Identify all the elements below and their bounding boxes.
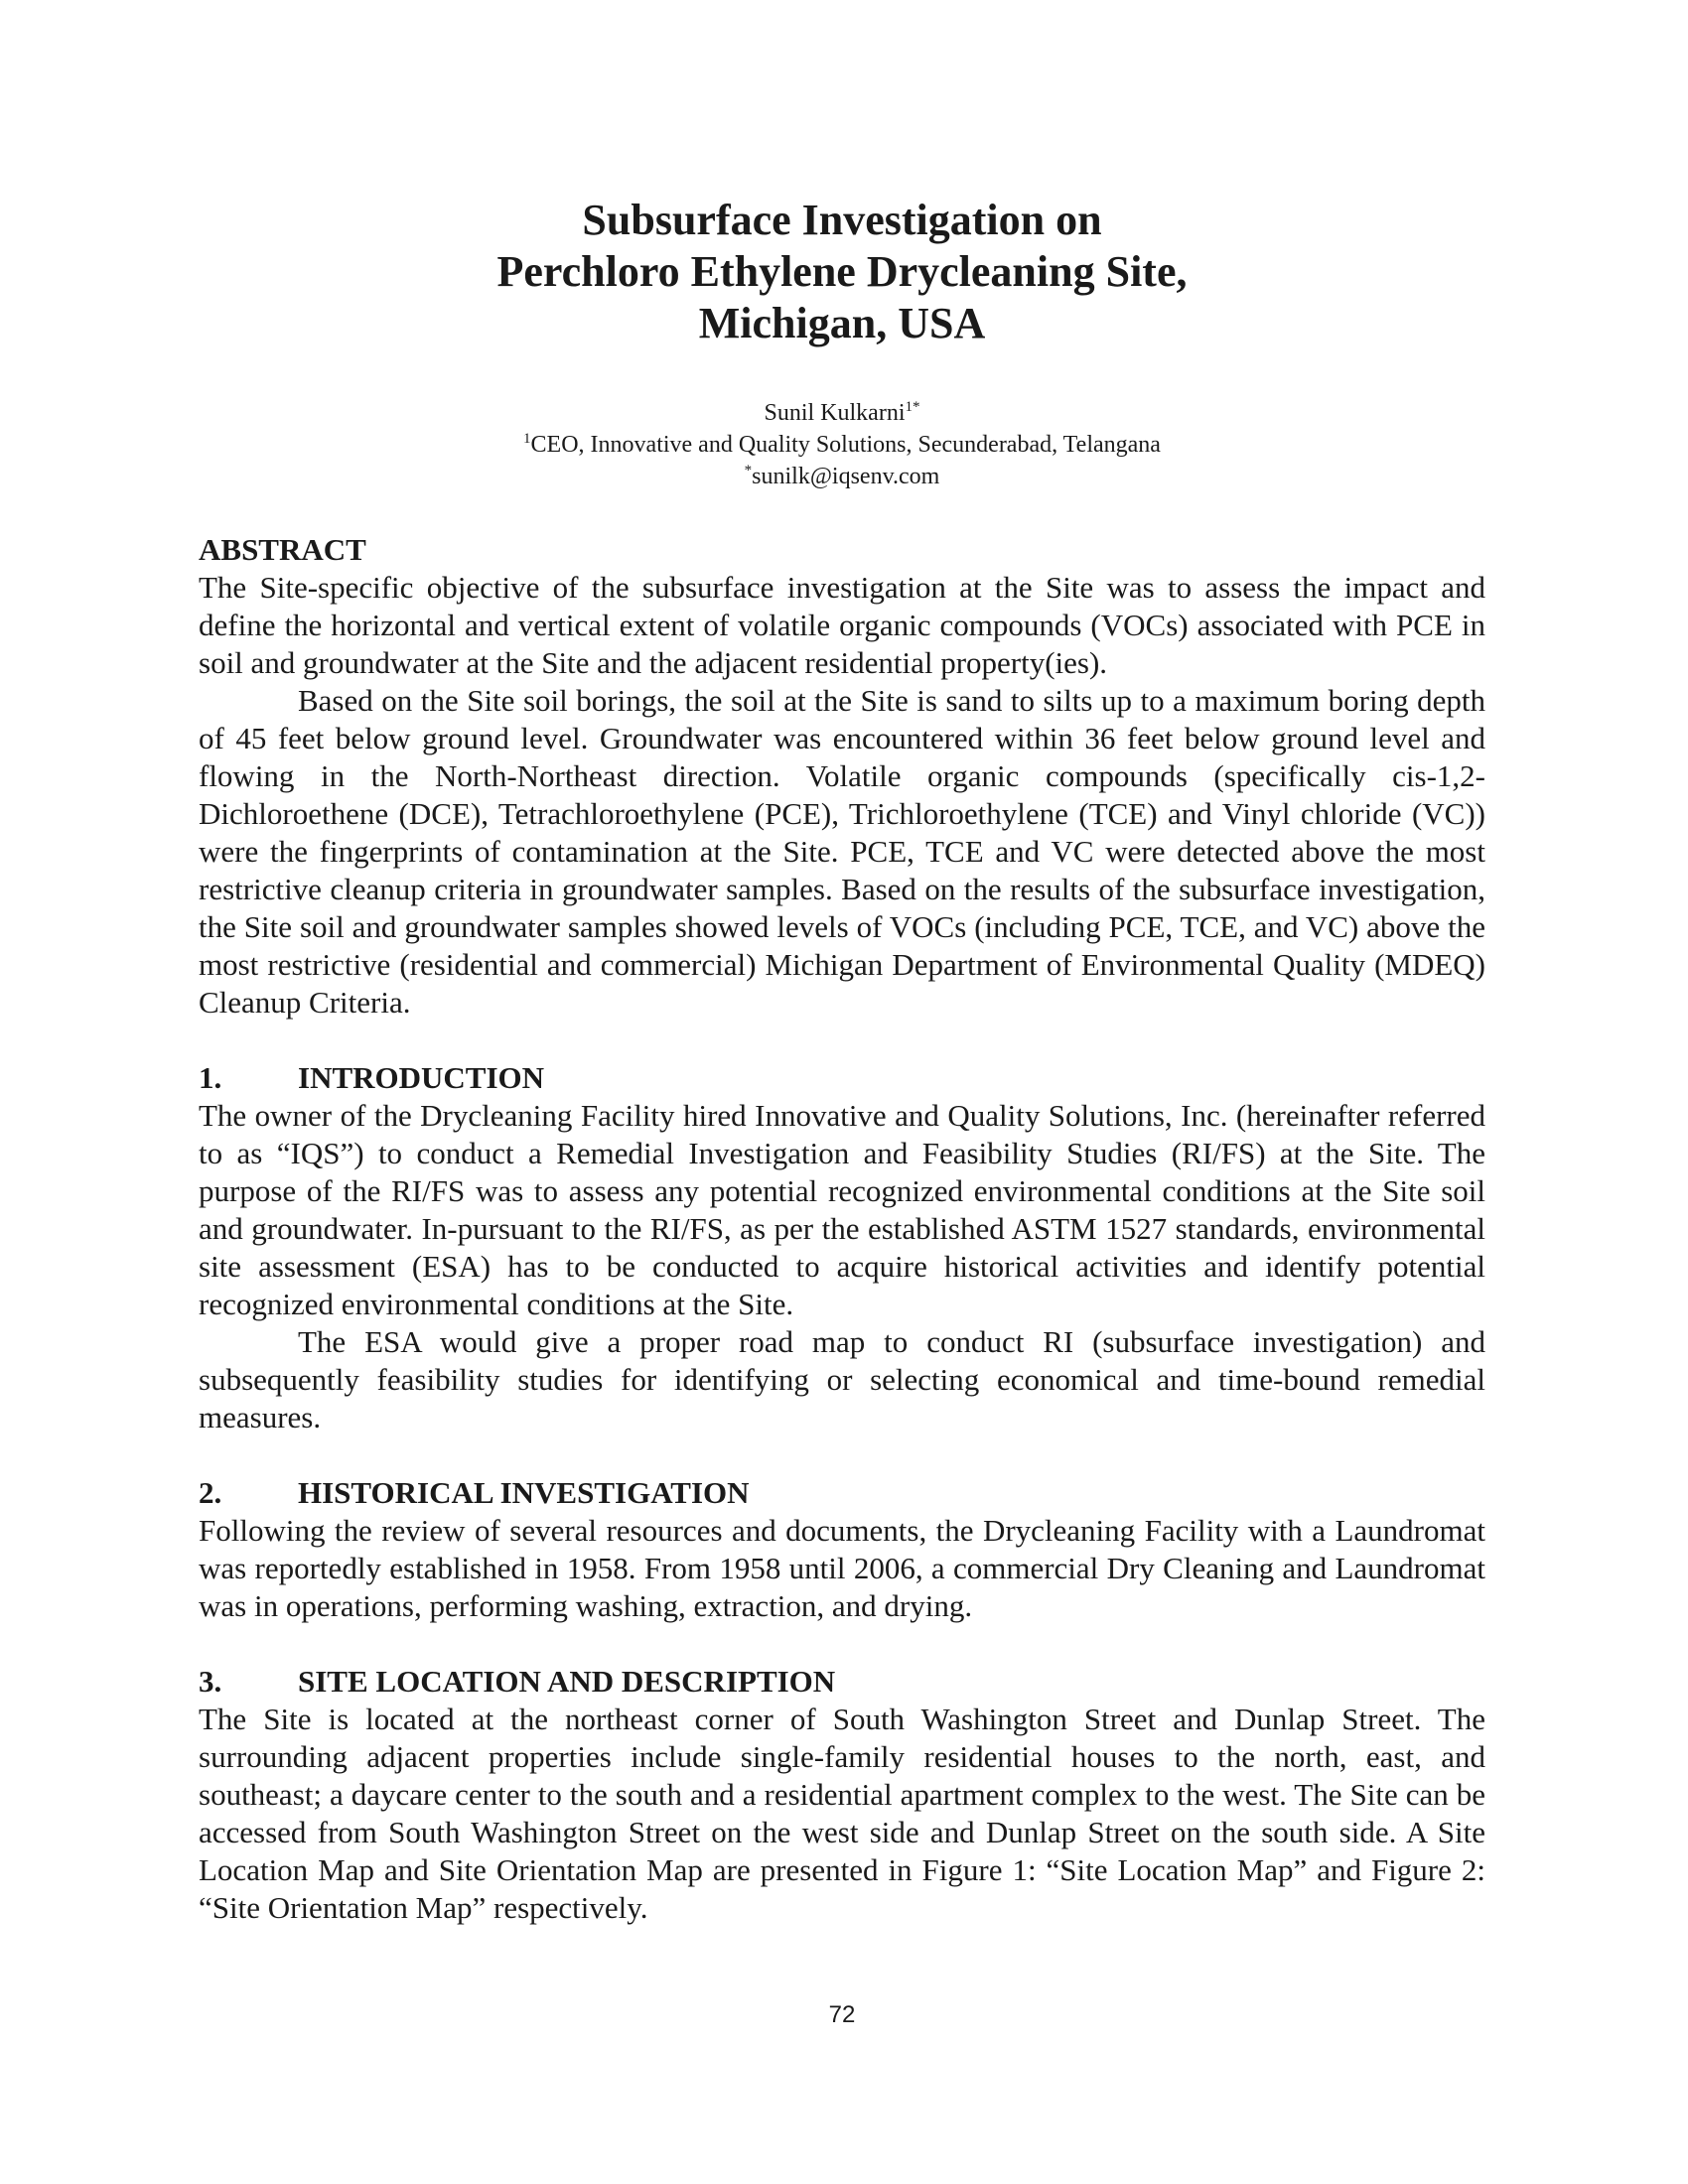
email-superscript: *: [744, 463, 753, 478]
page-number: 72: [828, 2001, 856, 2028]
section-2-body: [199, 1512, 1485, 1625]
section-3-body: [199, 1701, 1485, 1927]
abstract-body: [199, 569, 1485, 1022]
title-line-1: Subsurface Investigation on: [582, 196, 1102, 244]
paper-title: [199, 195, 1485, 349]
section-2-number: 2.: [199, 1475, 222, 1510]
author-name-superscript: 1*: [905, 399, 920, 415]
section-2-paragraph-1: Following the review of several resources and documents, the Drycleaning Facility with a Laundromat was reportedly established in 1958. From 1958 until 2006, a commercial Dry Cleaning and Laundromat was in operations, performing washing, extraction, and drying.: [199, 1513, 1485, 1623]
section-2-title: HISTORICAL INVESTIGATION: [298, 1475, 750, 1510]
title-line-2: Perchloro Ethylene Drycleaning Site,: [496, 247, 1188, 296]
affiliation-superscript: 1: [523, 431, 531, 447]
author-email-line: [199, 461, 1485, 492]
title-line-3: Michigan, USA: [698, 299, 986, 347]
abstract-paragraph-2: Based on the Site soil borings, the soil at the Site is sand to silts up to a maximum boring depth of 45 feet below ground level. Groundwater was encountered within 36 feet below ground level and flowing in the North-Northeast direction. Volatile organic compounds (specifically cis-1,2-Dichloroethene (DCE), Tetrachloroethylene (PCE), Trichloroethylene (TCE) and Vinyl chloride (VC)) were the fingerprints of contamination at the Site. PCE, TCE and VC were detected above the most restrictive cleanup criteria in groundwater samples. Based on the results of the subsurface investigation, the Site soil and groundwater samples showed levels of VOCs (including PCE, TCE, and VC) above the most restrictive (residential and commercial) Michigan Department of Environmental Quality (MDEQ) Cleanup Criteria.: [199, 683, 1485, 1020]
section-1-paragraph-2: The ESA would give a proper road map to conduct RI (subsurface investigation) and subsequently feasibility studies for identifying or selecting economical and time-bound remedial measures.: [199, 1324, 1485, 1434]
section-3-number: 3.: [199, 1664, 222, 1699]
section-1-body: [199, 1097, 1485, 1436]
author-affiliation: CEO, Innovative and Quality Solutions, Secunderabad, Telangana: [530, 432, 1161, 458]
author-name-line: [199, 397, 1485, 429]
section-3-paragraph-1: The Site is located at the northeast corner of South Washington Street and Dunlap Street. The surrounding adjacent properties include single-family residential houses to the north, east, and southeast; a daycare center to the south and a residential apartment complex to the west. The Site can be accessed from South Washington Street on the west side and Dunlap Street on the south side. A Site Location Map and Site Orientation Map are presented in Figure 1: “Site Location Map” and Figure 2: “Site Orientation Map” respectively.: [199, 1702, 1485, 1925]
author-name: Sunil Kulkarni: [764, 400, 906, 426]
paper-page: [199, 0, 1485, 2184]
abstract-heading: ABSTRACT: [199, 532, 366, 567]
author-block: [199, 397, 1485, 492]
section-1-heading: [199, 1059, 544, 1097]
abstract-paragraph-1: The Site-specific objective of the subsurface investigation at the Site was to assess the impact and define the horizontal and vertical extent of volatile organic compounds (VOCs) associated with PCE in soil and groundwater at the Site and the adjacent residential property(ies).: [199, 570, 1485, 680]
section-1-title: INTRODUCTION: [298, 1060, 545, 1095]
section-3-heading: [199, 1663, 835, 1701]
section-3-title: SITE LOCATION AND DESCRIPTION: [298, 1664, 836, 1699]
section-1-number: 1.: [199, 1060, 222, 1095]
author-email: sunilk@iqsenv.com: [752, 464, 940, 489]
section-1-paragraph-1: The owner of the Drycleaning Facility hired Innovative and Quality Solutions, Inc. (hereinafter referred to as “IQS”) to conduct a Remedial Investigation and Feasibility Studies (RI/FS) at the Site. The purpose of the RI/FS was to assess any potential recognized environmental conditions at the Site soil and groundwater. In-pursuant to the RI/FS, as per the established ASTM 1527 standards, environmental site assessment (ESA) has to be conducted to acquire historical activities and identify potential recognized environmental conditions at the Site.: [199, 1098, 1485, 1321]
section-2-heading: [199, 1474, 750, 1512]
author-affiliation-line: [199, 429, 1485, 461]
